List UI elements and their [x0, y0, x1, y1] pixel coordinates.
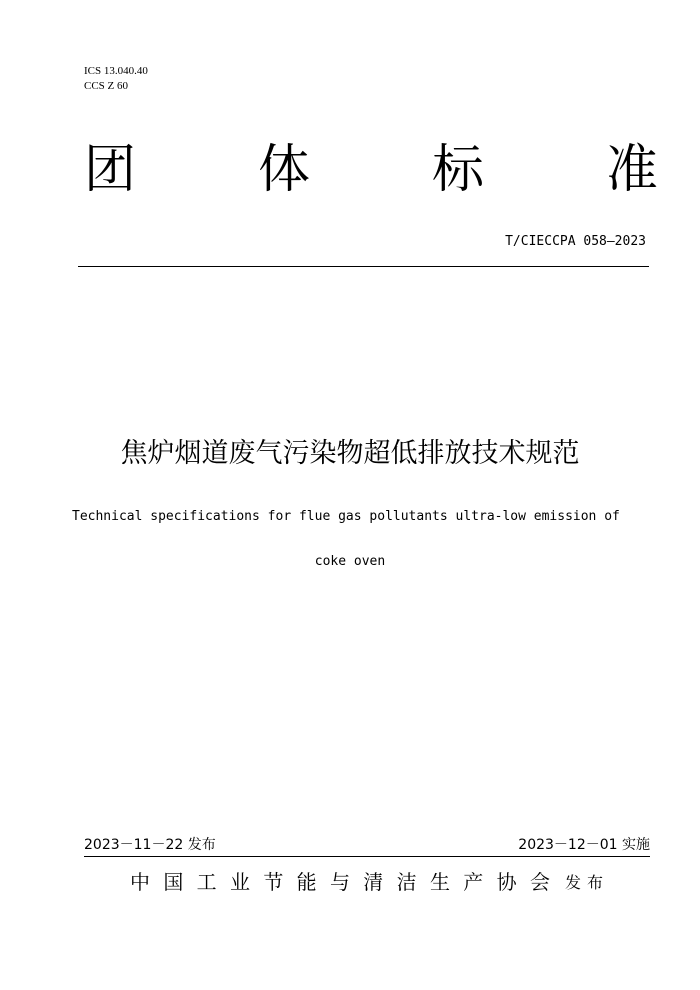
publisher-char: 国: [163, 870, 184, 894]
ccs-code: CCS Z 60: [84, 80, 129, 92]
publisher-suffix: 发布: [565, 873, 610, 892]
publish-date: 2023－11－22 发布: [84, 837, 216, 853]
english-title-line-1: Technical specifications for flue gas pollutants ultra-low emission of: [72, 509, 620, 524]
publisher-char: 与: [329, 870, 350, 894]
implement-date: 2023－12－01 实施: [518, 837, 650, 853]
publisher-char: 业: [229, 870, 250, 894]
publisher-char: 节: [263, 870, 284, 894]
publisher-char: 清: [363, 870, 384, 894]
publisher-char: 能: [296, 870, 317, 894]
publisher-char: 产: [463, 870, 484, 894]
chinese-title: 焦炉烟道废气污染物超低排放技术规范: [120, 438, 580, 469]
english-title-line-2: coke oven: [314, 554, 386, 569]
publisher-char: 工: [196, 870, 217, 894]
ics-code: ICS 13.040.40: [84, 65, 148, 77]
publisher-name: [130, 867, 550, 897]
publisher-char: 会: [529, 870, 550, 894]
publisher-char: 洁: [396, 870, 417, 894]
document-type-heading: [84, 138, 658, 202]
header-divider: [78, 266, 649, 267]
document-type-char: 准: [605, 140, 658, 200]
document-type-char: 体: [257, 140, 310, 200]
publisher-char: 生: [429, 870, 450, 894]
document-type-char: 标: [431, 140, 484, 200]
classification-codes: [84, 64, 148, 94]
document-type-char: 团: [84, 140, 137, 200]
standard-number: T/CIECCPA 058—2023: [505, 234, 646, 249]
publisher-char: 协: [496, 870, 517, 894]
publisher-char: 中: [130, 870, 150, 894]
footer-divider: [84, 856, 650, 857]
